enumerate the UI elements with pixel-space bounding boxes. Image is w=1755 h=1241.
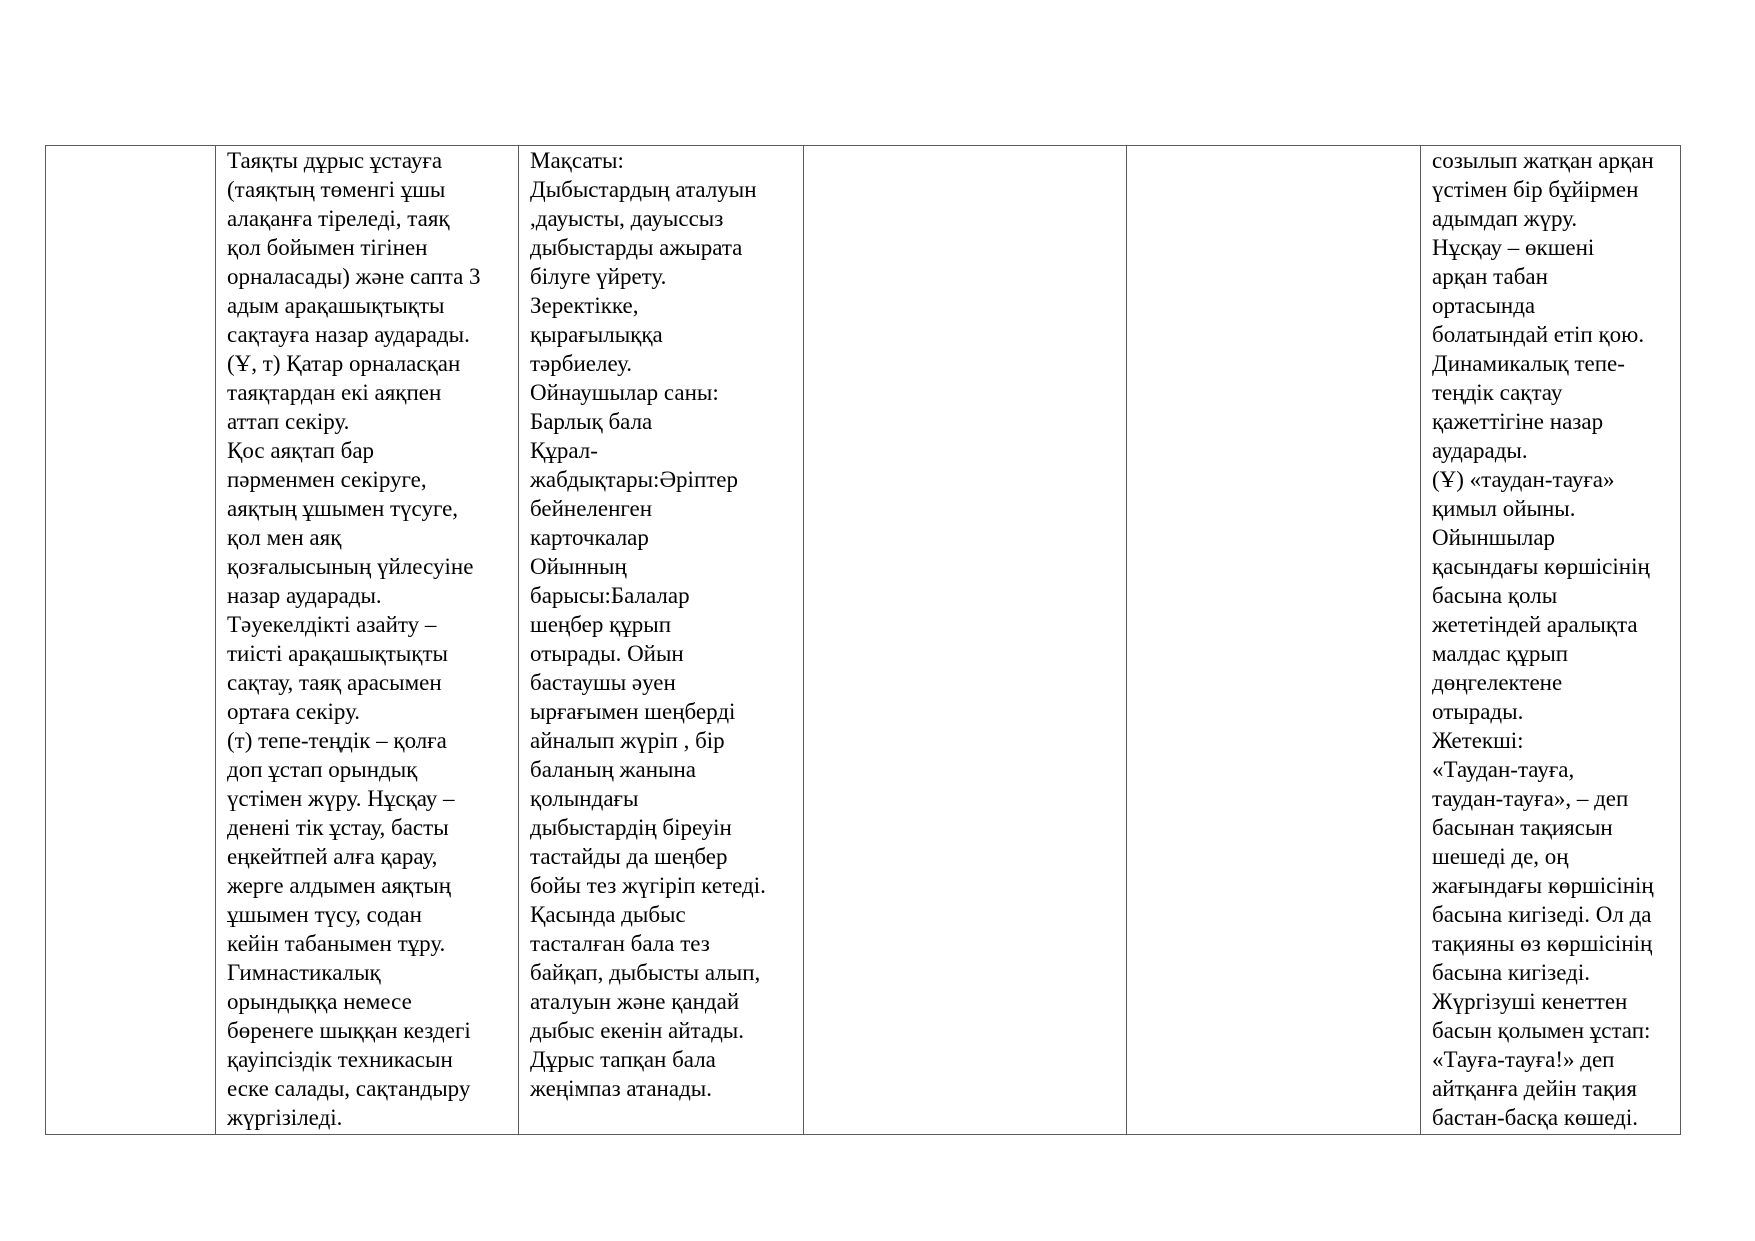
text-line: жүргізіледі. xyxy=(227,1105,343,1130)
text-line: қолындағы xyxy=(530,786,639,811)
text-line: таяқтардан екі аяқпен xyxy=(227,380,442,405)
text-line: бөренеге шыққан кездегі xyxy=(227,1018,471,1043)
text-line: байқап, дыбысты алып, xyxy=(530,960,761,985)
text-line: ортасында xyxy=(1432,293,1536,318)
text-line: шешеді де, оң xyxy=(1432,844,1569,869)
text-line: тасталған бала тез xyxy=(530,931,710,956)
text-line: Гимнастикалық xyxy=(227,960,381,985)
text-line: болатындай етіп қою. xyxy=(1432,322,1645,347)
text-line: басына қолы xyxy=(1432,583,1558,608)
text-line: (Ұ) «таудан-тауға» xyxy=(1432,467,1615,492)
text-line: «Тауға-тауға!» деп xyxy=(1432,1047,1615,1072)
text-line: бойы тез жүгіріп кетеді. xyxy=(530,873,766,898)
text-line: жабдықтары:Әріптер xyxy=(530,467,739,492)
column-game-text xyxy=(519,146,804,1135)
text-line: арқан табан xyxy=(1432,264,1548,289)
text-line: таудан-тауға», – деп xyxy=(1432,786,1629,811)
text-line: Қасында дыбыс xyxy=(530,902,686,927)
text-line: дыбыс екенін айтады. xyxy=(530,1018,745,1043)
text-line: Динамикалық тепе- xyxy=(1432,351,1625,376)
text-line: «Таудан-тауға, xyxy=(1432,757,1575,782)
text-line: басынан тақиясын xyxy=(1432,815,1613,840)
column-empty-2 xyxy=(804,146,1127,1135)
text-line: білуге үйрету. xyxy=(530,264,667,289)
text-line: денені тік ұстау, басты xyxy=(227,815,449,840)
text-line: айтқанға дейін тақия xyxy=(1432,1076,1637,1101)
text-line: бастан-басқа көшеді. xyxy=(1432,1105,1639,1130)
text-line: үстімен бір бұйірмен xyxy=(1432,177,1639,202)
text-line: басына кигізеді. xyxy=(1432,960,1590,985)
text-line: дыбыстардің біреуін xyxy=(530,815,732,840)
column-empty-1 xyxy=(46,146,216,1135)
lesson-plan-table xyxy=(45,145,1681,1135)
text-line: (таяқтың төменгі ұшы xyxy=(227,177,446,202)
text-line: жететіндей аралықта xyxy=(1432,612,1638,637)
text-line: сақтауға назар аударады. xyxy=(227,322,470,347)
text-line: малдас құрып xyxy=(1432,641,1569,666)
text-line: Құрал- xyxy=(530,438,598,463)
text-line: Жетекші: xyxy=(1432,728,1524,753)
text-line: доп ұстап орындық xyxy=(227,757,418,782)
text-line: жерге алдымен аяқтың xyxy=(227,873,452,898)
text-line: кейін табанымен тұру. xyxy=(227,931,446,956)
text-line: карточкалар xyxy=(530,525,649,550)
text-line: шеңбер құрып xyxy=(530,612,672,637)
text-line: сақтау, таяқ арасымен xyxy=(227,670,442,695)
text-line: баланың жанына xyxy=(530,757,696,782)
text-line: ырғағымен шеңберді xyxy=(530,699,736,724)
text-line: адым арақашықтықты xyxy=(227,293,445,318)
text-line: (Ұ, т) Қатар орналасқан xyxy=(227,351,461,376)
text-line: Ойынның xyxy=(530,554,627,579)
text-line: Мақсаты: xyxy=(530,148,624,173)
text-line: қимыл ойыны. xyxy=(1432,496,1576,521)
text-line: дөңгелектене xyxy=(1432,670,1563,695)
text-line: қажеттігіне назар xyxy=(1432,409,1604,434)
text-line: Таяқты дұрыс ұстауға xyxy=(227,148,443,173)
text-line: Дұрыс тапқан бала xyxy=(530,1047,716,1072)
text-line: Нұсқау – өкшені xyxy=(1432,235,1595,260)
text-line: Дыбыстардың аталуын xyxy=(530,177,757,202)
text-line: басына кигізеді. Ол да xyxy=(1432,902,1652,927)
text-line: Барлық бала xyxy=(530,409,653,434)
text-line: Тәуекелдікті азайту – xyxy=(227,612,437,637)
text-line: орындыққа немесе xyxy=(227,989,412,1014)
text-line: назар аударады. xyxy=(227,583,382,608)
text-line: (т) тепе-теңдік – қолға xyxy=(227,728,447,753)
table-row xyxy=(46,146,1681,1135)
text-line: алақанға тіреледі, таяқ xyxy=(227,206,450,231)
text-line: айналып жүріп , бір xyxy=(530,728,725,753)
text-line: аударады. xyxy=(1432,438,1528,463)
text-line: бейнеленген xyxy=(530,496,653,521)
text-line: бастаушы әуен xyxy=(530,670,676,695)
text-line: отырады. Ойын xyxy=(530,641,684,666)
text-line: ,дауысты, дауыссыз xyxy=(530,206,724,231)
text-line: аталуын және қандай xyxy=(530,989,740,1014)
text-line: аттап секіру. xyxy=(227,409,350,434)
text-line: қырағылыққа xyxy=(530,322,663,347)
text-line: үстімен жүру. Нұсқау – xyxy=(227,786,455,811)
text-line: қол бойымен тігінен xyxy=(227,235,428,260)
text-line: қасындағы көршісінің xyxy=(1432,554,1650,579)
text-line: ұшымен түсу, содан xyxy=(227,902,422,927)
text-line: Қос аяқтап бар xyxy=(227,438,375,463)
text-line: ортаға секіру. xyxy=(227,699,361,724)
text-line: отырады. xyxy=(1432,699,1524,724)
text-line: қол мен аяқ xyxy=(227,525,342,550)
column-movement-game-text xyxy=(1421,146,1681,1135)
text-line: қауіпсіздік техникасын xyxy=(227,1047,453,1072)
text-line: тиісті арақашықтықты xyxy=(227,641,448,666)
text-line: теңдік сақтау xyxy=(1432,380,1563,405)
text-line: еске салады, сақтандыру xyxy=(227,1076,471,1101)
text-line: еңкейтпей алға қарау, xyxy=(227,844,438,869)
column-exercise-text xyxy=(216,146,519,1135)
text-line: тақияны өз көршісінің xyxy=(1432,931,1653,956)
text-line: адымдап жүру. xyxy=(1432,206,1578,231)
text-line: барысы:Балалар xyxy=(530,583,690,608)
text-line: Ойнаушылар саны: xyxy=(530,380,719,405)
text-line: Жүргізуші кенеттен xyxy=(1432,989,1628,1014)
text-line: пәрменмен секіруге, xyxy=(227,467,427,492)
text-line: жеңімпаз атанады. xyxy=(530,1076,712,1101)
text-line: қозғалысының үйлесуіне xyxy=(227,554,474,579)
text-line: созылып жатқан арқан xyxy=(1432,148,1654,173)
text-line: жағындағы көршісінің xyxy=(1432,873,1654,898)
text-line: Ойыншылар xyxy=(1432,525,1556,550)
text-line: дыбыстарды ажырата xyxy=(530,235,743,260)
text-line: тәрбиелеу. xyxy=(530,351,633,376)
text-line: басын қолымен ұстап: xyxy=(1432,1018,1651,1043)
text-line: Зеректікке, xyxy=(530,293,639,318)
column-empty-3 xyxy=(1127,146,1421,1135)
text-line: орналасады) және сапта 3 xyxy=(227,264,481,289)
text-line: аяқтың ұшымен түсуге, xyxy=(227,496,459,521)
text-line: тастайды да шеңбер xyxy=(530,844,728,869)
